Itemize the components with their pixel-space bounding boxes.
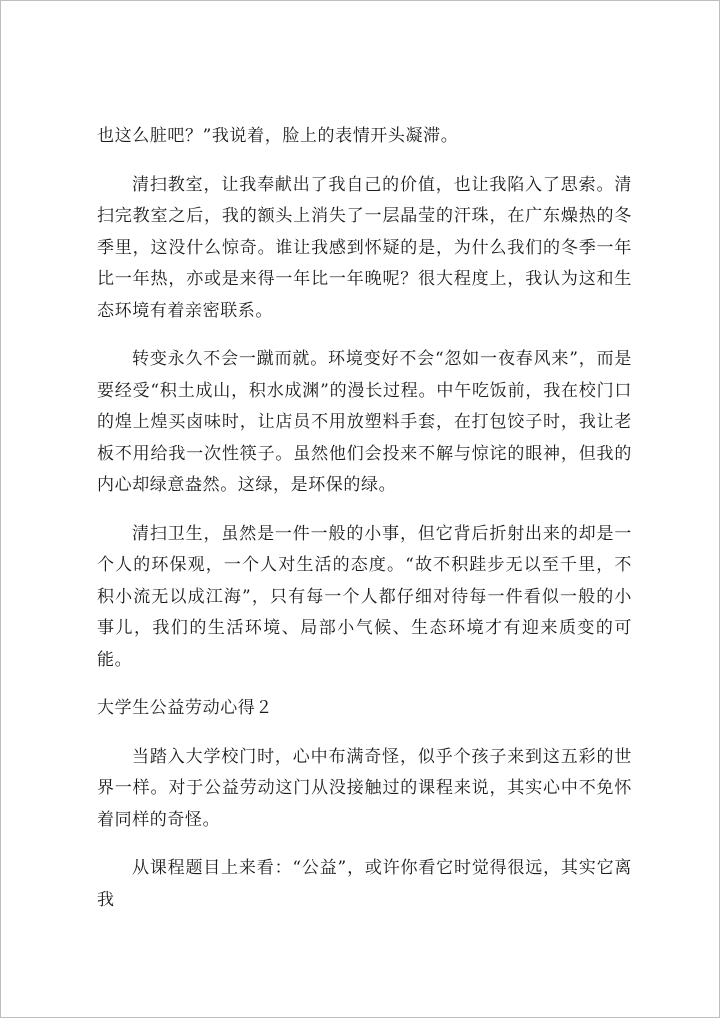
section-heading: 大学生公益劳动心得２ bbox=[97, 698, 273, 718]
section-paragraph-2: 从课程题目上来看：“公益”，或许你看它时觉得很远，其实它离我 bbox=[97, 858, 632, 910]
paragraph-2: 清扫教室，让我奉献出了我自己的价值，也让我陷入了思索。清扫完教室之后，我的额头上消失了一层晶莹的汗珠，在广东燥热的冬季里，这没什么惊奇。谁让我感到怀疑的是，为什么我们的冬季一年比一年热，亦或是来得一年比一年晚呢？很大程度上，我认为这和生态环境有着亲密联系。 bbox=[97, 174, 632, 321]
section-paragraph-1: 当踏入大学校门时，心中布满奇怪，似乎个孩子来到这五彩的世界一样。对于公益劳动这门从没接触过的课程来说，其实心中不免怀着同样的奇怪。 bbox=[97, 746, 632, 830]
paragraph-4: 清扫卫生，虽然是一件一般的小事，但它背后折射出来的却是一个人的环保观，一个人对生活的态度。“故不积跬步无以至千里，不积小流无以成江海”，只有每一个人都仔细对待每一件看似一般的小事儿，我们的生活环境、局部小气候、生态环境才有迎来质变的可能。 bbox=[97, 523, 632, 670]
document-body bbox=[97, 121, 632, 933]
paragraph-1: 也这么脏吧？”我说着，脸上的表情开头凝滞。 bbox=[97, 126, 459, 146]
paragraph-3: 转变永久不会一蹴而就。环境变好不会“忽如一夜春风来”，而是要经受“积土成山，积水成渊”的漫长过程。中午吃饭前，我在校门口的煌上煌买卤味时，让店员不用放塑料手套，在打包饺子时，我让老板不用给我一次性筷子。虽然他们会投来不解与惊诧的眼神，但我的内心却绿意盎然。这绿，是环保的绿。 bbox=[97, 349, 632, 495]
